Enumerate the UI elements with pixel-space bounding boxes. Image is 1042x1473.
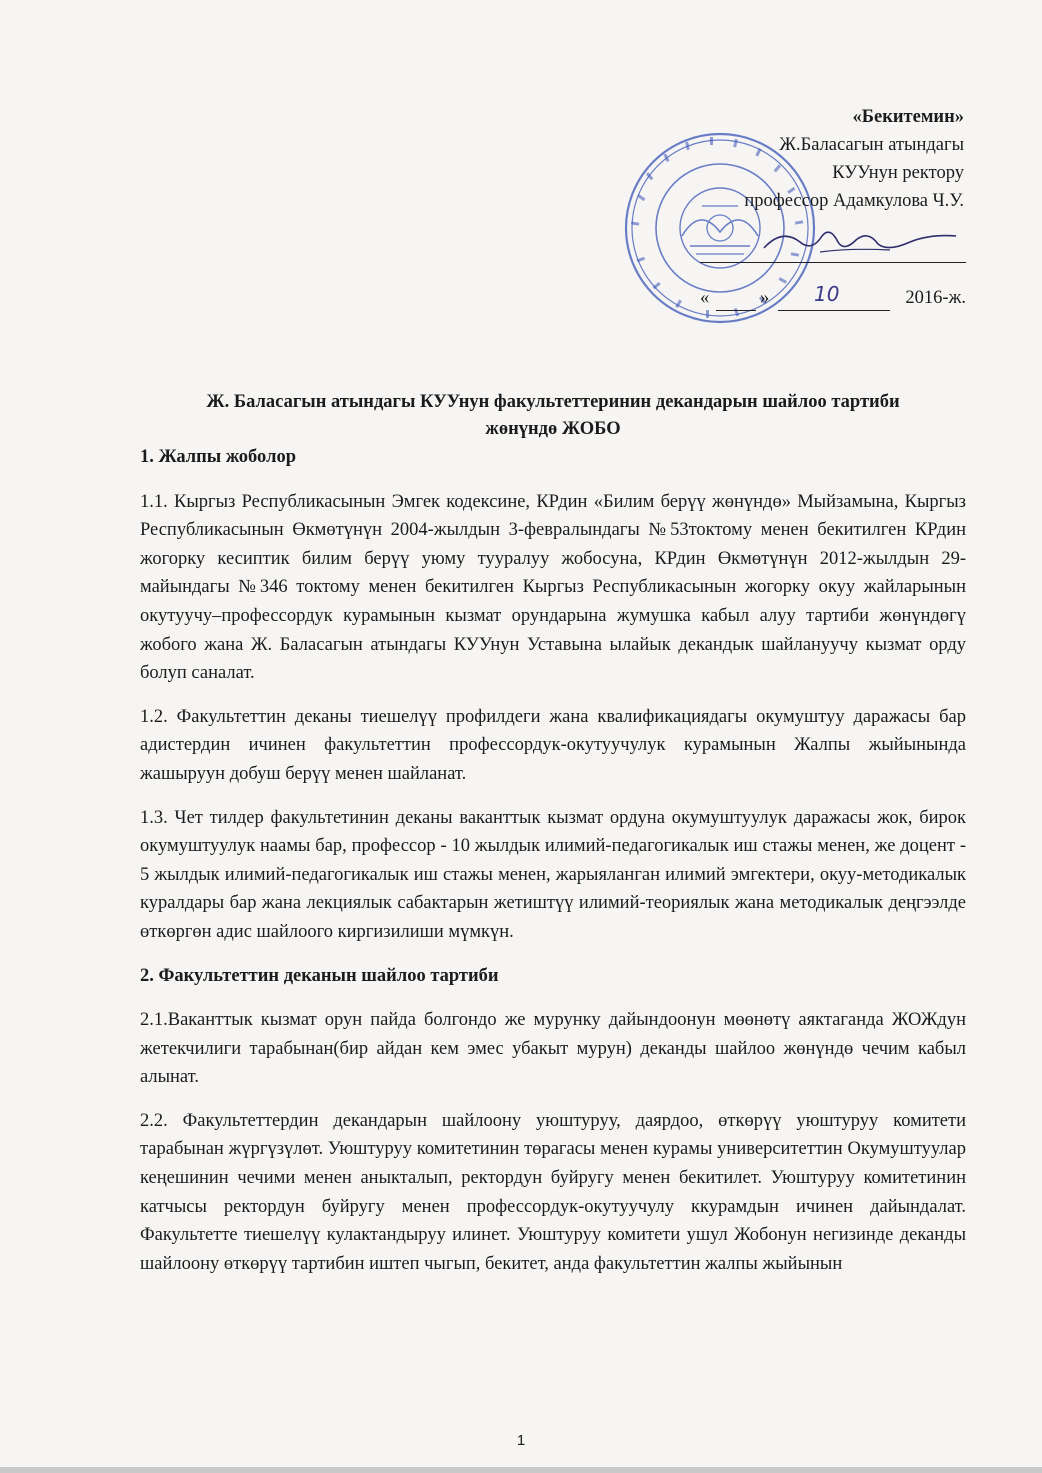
approval-block <box>744 103 964 215</box>
approval-line-1: Ж.Баласагын атындагы <box>779 135 964 155</box>
section-1-heading: 1. Жалпы жоболор <box>140 447 296 467</box>
paragraph-2-2: 2.2. Факультеттердин декандарын шайлоону уюштуруу, даярдоо, өткөрүү уюштуруу комитети тарабынан жүргүзүлөт. Уюштуруу комитетинин төрагасы менен курамы университеттин Окумуштуулар кеңешинин чечими менен аныкталып, ректордун буйругу менен бекитилет. Уюштуруу комитетинин катчысы ректордун буйругу менен профессордук-окутуучулу ккурамдын ичинен дайындалат. Факультетте тиешелүү кулактандыруу илинет. Уюштуруу комитети ушул Жобонун негизинде деканды шайлоону өткөрүү тартибин иштеп чыгып, бекитет, анда факультеттин жалпы жыйынын <box>140 1110 966 1274</box>
approval-line-2: КУУнун ректору <box>832 163 964 183</box>
section-2-heading: 2. Факультеттин деканын шайлоо тартиби <box>140 965 499 986</box>
paragraph-1-3: 1.3. Чет тилдер факультетинин деканы ваканттык кызмат ордуна окумуштуулук даражасы жок, бирок окумуштуулук наамы бар, профессор - 10 жылдык илимий-педагогикалык иш стажы менен, же доцент - 5 жылдык илимий-педагогикалык иш стажы менен, жарыяланган илимий эмгектери, окуу-методикалык куралдары бар жана лекциялык сабактарын жетиштүү илимий-теориялык жана методикалык деңгээлде өткөргөн адис шайлоого киргизилиши мүмкүн. <box>140 807 966 942</box>
page-number: 1 <box>516 1432 526 1449</box>
signature-line <box>700 262 966 263</box>
title-line-2: жөнүндө ЖОБО <box>485 419 621 439</box>
title-line-1: Ж. Баласагын атындагы КУУнун факультеттеринин декандарын шайлоо тартиби <box>206 392 900 412</box>
document-title <box>140 389 966 443</box>
scan-bottom-edge <box>0 1467 1042 1473</box>
paragraph-1-1: 1.1. Кыргыз Республикасынын Эмгек кодексине, КРдин «Билим берүү жөнүндө» Мыйзамына, Кыргыз Республикасынын Өкмөтүнүн 2004-жылдын 3-февралындагы №53токтому менен бекитилген КРдин жогорку кесиптик билим берүү уюму тууралуу жобосуна, КРдин Өкмөтүнүн 2012-жылдын 29-майындагы №346 токтому менен бекитилген Кыргыз Республикасынын жогорку окуу жайларынын окутуучу–профессордук курамынын кызмат орундарына жумушка кабыл алуу тартиби жөнүндөгү жобого жана Ж. Баласагын атындагы КУУнун Уставына ылайык декандык шайлануучу кызмат орду болуп саналат. <box>140 491 966 684</box>
date-quote-close: » <box>760 288 770 308</box>
approval-date <box>700 282 966 316</box>
date-year: 2016-ж. <box>905 288 966 308</box>
document-body <box>140 443 966 1293</box>
date-quote-open: « <box>700 288 710 308</box>
approval-line-3: профессор Адамкулова Ч.У. <box>744 191 964 211</box>
paragraph-1-2: 1.2. Факультеттин деканы тиешелүү профилдеги жана квалификациядагы окумуштуу даражасы бар адистердин ичинен факультеттин профессордук-окутуучулук курамынын Жалпы жыйынында жашыруун добуш берүү менен шайланат. <box>140 706 966 784</box>
handwritten-signature <box>760 222 960 262</box>
date-day-blank <box>716 288 756 311</box>
paragraph-2-1: 2.1.Ваканттык кызмат орун пайда болгондо же мурунку дайындоонун мөөнөтү аяктаганда ЖОЖдун жетекчилиги тарабынан(бир айдан кем эмес убакыт мурун) деканды шайлоо жөнүндө чечим кабыл алынат. <box>140 1010 966 1088</box>
approval-heading: «Бекитемин» <box>852 107 964 127</box>
date-month-handwritten: 10 <box>814 282 840 306</box>
date-month-blank <box>778 282 890 311</box>
